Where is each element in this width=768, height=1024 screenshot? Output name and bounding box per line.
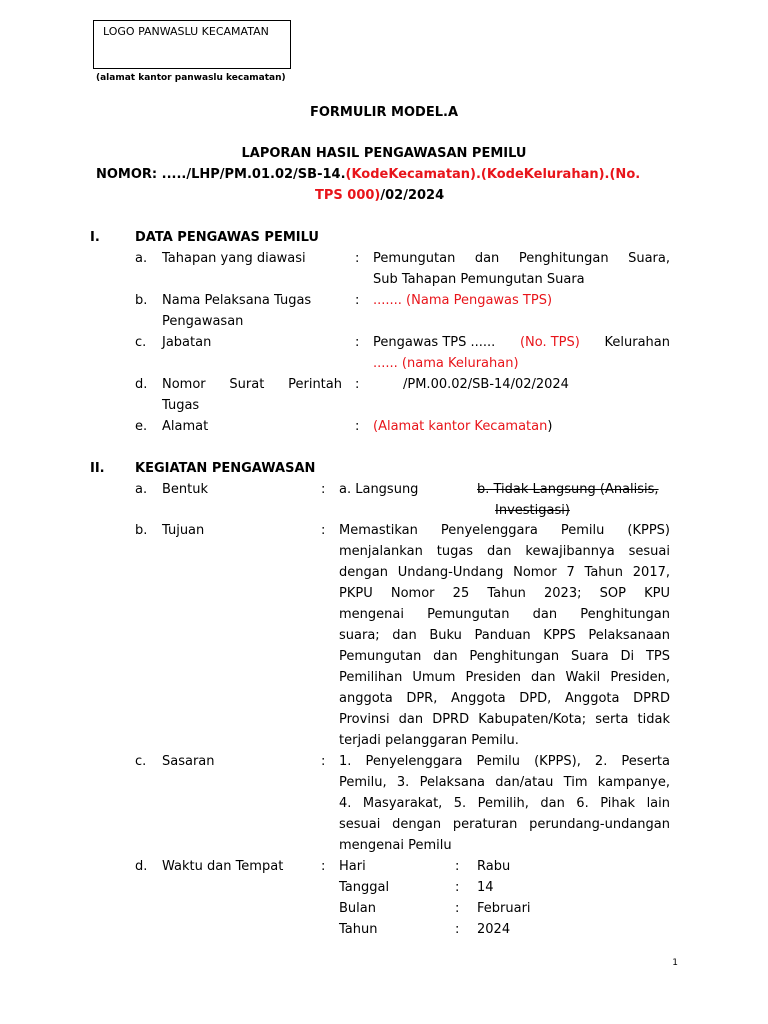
row-label: Nomor Surat Perintah [162,377,342,392]
sasaran-line: Pemilu, 3. Pelaksana dan/atau Tim kampanye, [339,775,670,790]
row-letter: c. [135,335,147,350]
section-1-number: I. [90,230,100,245]
waktu-key: Tanggal [339,880,390,895]
waktu-colon: : [455,880,460,895]
jabatan-value: Pengawas TPS ...... (No. TPS) Kelurahan [373,335,670,350]
tujuan-line: terjadi pelanggaran Pemilu. [339,733,519,748]
nomor-line-1: NOMOR: ...../LHP/PM.01.02/SB-14.(KodeKecamatan).(KodeKelurahan).(No. [96,167,641,182]
row-label: Tahapan yang diawasi [162,251,306,266]
waktu-value: 14 [477,880,494,895]
section-1-title: DATA PENGAWAS PEMILU [135,230,319,245]
row-colon: : [355,335,360,350]
waktu-value: Februari [477,901,531,916]
sasaran-line: sesuai dengan peraturan perundang-undangan [339,817,670,832]
pengawas-name-value: ....... (Nama Pengawas TPS) [373,293,553,308]
waktu-key: Hari [339,859,366,874]
row-colon: : [321,859,326,874]
nomor-line-2: TPS 000)/02/2024 [315,188,445,203]
row-label: Nama Pelaksana Tugas [162,293,312,308]
row-label-cont: Tugas [162,398,200,413]
row-letter: c. [135,754,147,769]
row-label: Sasaran [162,754,215,769]
row-colon: : [321,523,326,538]
tujuan-line: dengan Undang-Undang Nomor 7 Tahun 2017, [339,565,670,580]
waktu-colon: : [455,922,460,937]
row-letter: a. [135,251,148,266]
bentuk-option-tidak-langsung-2: Investigasi) [495,503,570,518]
row-colon: : [355,377,360,392]
bentuk-option-tidak-langsung: b. Tidak Langsung (Analisis, [477,482,659,497]
waktu-value: 2024 [477,922,511,937]
waktu-key: Bulan [339,901,376,916]
tahapan-value: Pemungutan dan Penghitungan Suara, [373,251,670,266]
alamat-value: (Alamat kantor Kecamatan) [373,419,553,434]
page-number: 1 [672,958,678,968]
row-letter: b. [135,293,148,308]
row-colon: : [321,754,326,769]
tujuan-line: Pemungutan dan Penghitungan Suara Di TPS [339,649,670,664]
row-colon: : [355,251,360,266]
row-label: Waktu dan Tempat [162,859,284,874]
row-letter: b. [135,523,148,538]
section-2-title: KEGIATAN PENGAWASAN [135,461,316,476]
waktu-colon: : [455,859,460,874]
surat-perintah-value: /PM.00.02/SB-14/02/2024 [403,377,569,392]
office-address-note: (alamat kantor panwaslu kecamatan) [96,73,286,83]
tujuan-line: menjalankan tugas dan kewajibannya sesuai [339,544,670,559]
waktu-value: Rabu [477,859,511,874]
row-colon: : [355,293,360,308]
row-label: Jabatan [162,335,212,350]
row-colon: : [321,482,326,497]
waktu-key: Tahun [339,922,378,937]
row-label: Tujuan [162,523,205,538]
tujuan-line: Memastikan Penyelenggara Pemilu (KPPS) [339,523,670,538]
report-title: LAPORAN HASIL PENGAWASAN PEMILU [241,146,527,161]
row-label-cont: Pengawasan [162,314,244,329]
tujuan-line: anggota DPR, Anggota DPD, Anggota DPRD [339,691,670,706]
tahapan-value-2: Sub Tahapan Pemungutan Suara [373,272,585,287]
sasaran-line: mengenai Pemilu [339,838,452,853]
row-letter: d. [135,377,148,392]
tujuan-line: Provinsi dan DPRD Kabupaten/Kota; serta tidak [339,712,670,727]
row-label: Alamat [162,419,209,434]
bentuk-option-langsung: a. Langsung [339,482,419,497]
row-letter: a. [135,482,148,497]
section-2-number: II. [90,461,105,476]
waktu-colon: : [455,901,460,916]
tujuan-line: Pemilihan Umum Presiden dan Wakil Presiden, [339,670,670,685]
sasaran-line: 1. Penyelenggara Pemilu (KPPS), 2. Peserta [339,754,670,769]
sasaran-line: 4. Masyarakat, 5. Pemilih, dan 6. Pihak lain [339,796,670,811]
jabatan-value-2: ...... (nama Kelurahan) [373,356,519,371]
form-title: FORMULIR MODEL.A [309,105,459,120]
logo-placeholder: LOGO PANWASLU KECAMATAN [103,25,269,38]
row-letter: d. [135,859,148,874]
tujuan-line: mengenai Pemungutan dan Penghitungan [339,607,670,622]
row-label: Bentuk [162,482,209,497]
tujuan-line: suara; dan Buku Panduan KPPS Pelaksanaan [339,628,670,643]
row-letter: e. [135,419,148,434]
tujuan-line: PKPU Nomor 25 Tahun 2023; SOP KPU [339,586,670,601]
row-colon: : [355,419,360,434]
